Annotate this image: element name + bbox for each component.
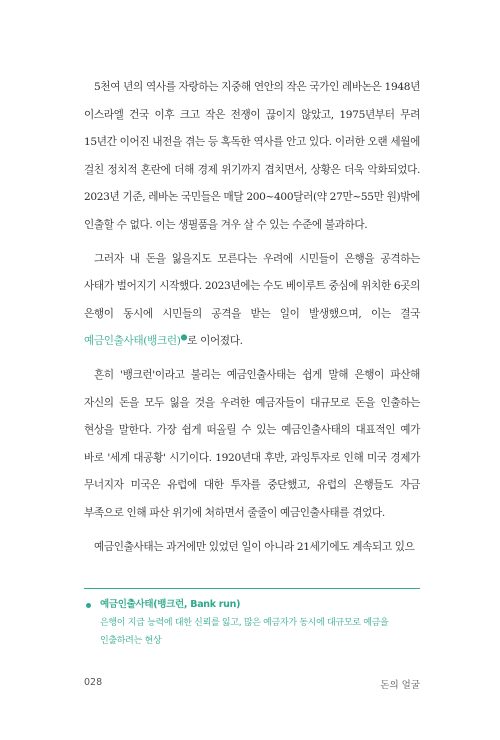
body-text [84, 74, 420, 567]
footnote [84, 596, 420, 650]
running-title: 돈의 얼굴 [380, 680, 420, 691]
footnote-heading [84, 596, 420, 614]
footnote-text: 은행이 지급 능력에 대한 신뢰를 잃고, 많은 예금자가 동시에 대규모로 예금을 인출하려는 현상 [100, 618, 389, 646]
paragraph-2-text-end: 로 이어졌다. [187, 335, 243, 348]
footnote-divider [84, 588, 420, 589]
paragraph-3: 흔히 '뱅크런'이라고 불리는 예금인출사태는 쉽게 말해 은행이 파산해 자신의 돈을 모두 잃을 것을 우려한 예금자들이 대규모로 돈을 인출하는 현상을 말한다. 가장 쉽게 떠올릴 수 있는 예금인출사태의 대표적인 예가 바로 '세계 대공황' 시기이다. 1920년대 후반, 과잉투자로 인해 미국 경제가 무너지자 미국은 유럽에 대한 투자를 중단했고, 유럽의 은행들도 자금 부족으로 인해 파산 위기에 처하면서 줄줄이 예금인출사태를 겪었다. [84, 368, 420, 519]
bullet-icon [86, 603, 91, 608]
page-number: 028 [84, 677, 103, 688]
footnote-marker: ● [180, 332, 188, 342]
footnote-title: 예금인출사태(뱅크런, Bank run) [100, 599, 241, 610]
paragraph-2 [84, 246, 420, 356]
paragraph-4: 예금인출사태는 과거에만 있었던 일이 아니라 21세기에도 계속되고 있으 [94, 540, 415, 553]
glossary-term-bank-run: 예금인출사태(뱅크런) [84, 335, 181, 348]
paragraph-2-text-start: 그러자 내 돈을 잃을지도 모른다는 우려에 시민들이 은행을 공격하는 사태가 벌어지기 시작했다. 2023년에는 수도 베이루트 중심에 위치한 6곳의 은행이 동시에 시민들의 공격을 받는 일이 발생했으며, 이는 결국 [84, 252, 420, 320]
paragraph-1: 5천여 년의 역사를 자랑하는 지중해 연안의 작은 국가인 레바논은 1948년 이스라엘 건국 이후 크고 작은 전쟁이 끊이지 않았고, 1975년부터 무려 15년간 이어진 내전을 겪는 등 혹독한 역사를 안고 있다. 이러한 오랜 세월에 걸친 정치적 혼란에 더해 경제 위기까지 겹치면서, 상황은 더욱 악화되었다. 2023년 기준, 레바논 국민들은 매달 200~400달러(약 27만~55만 원)밖에 인출할 수 없다. 이는 생필품을 겨우 살 수 있는 수준에 불과하다. [84, 81, 420, 231]
